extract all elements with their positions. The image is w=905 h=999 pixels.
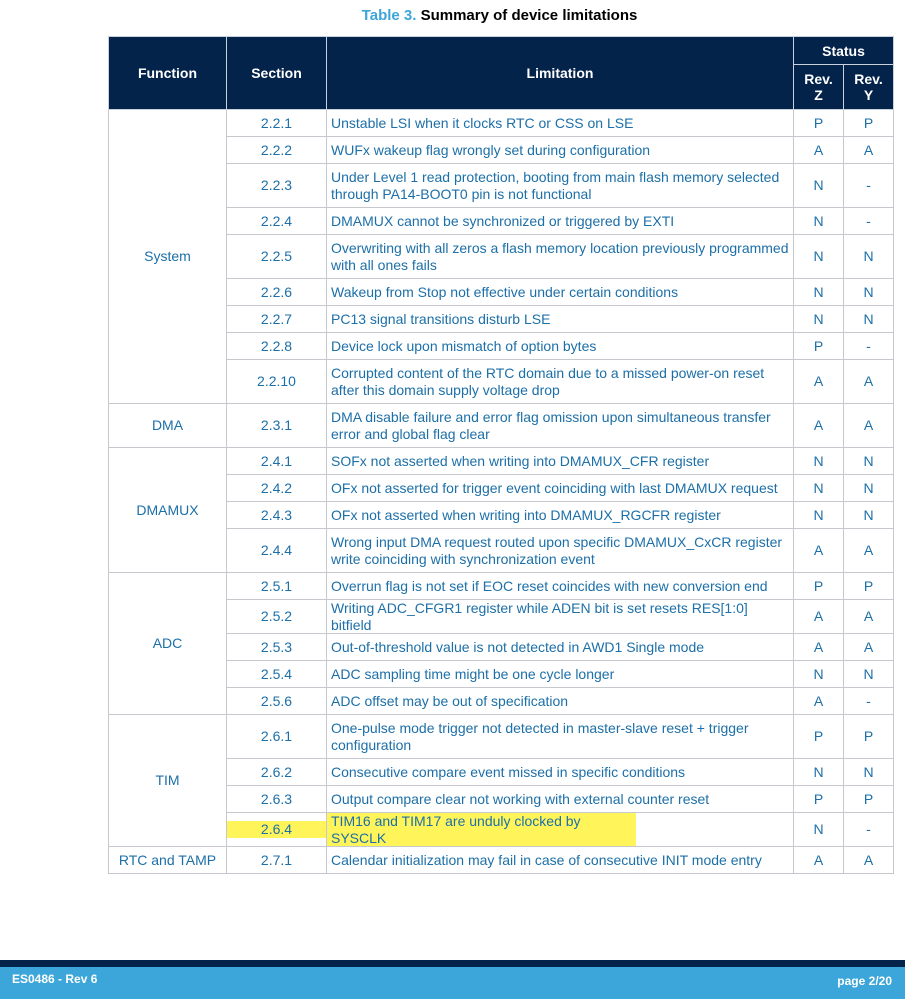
function-cell: TIM xyxy=(109,715,227,847)
limitation-cell: OFx not asserted for trigger event coinciding with last DMAMUX request xyxy=(327,475,794,502)
status-rev-y-cell: P xyxy=(844,786,894,813)
status-rev-z-cell: P xyxy=(794,715,844,759)
table-row xyxy=(109,164,894,208)
status-rev-z-cell: N xyxy=(794,306,844,333)
function-cell: ADC xyxy=(109,573,227,715)
header-status: Status xyxy=(794,37,894,65)
status-rev-z-cell: A xyxy=(794,688,844,715)
status-rev-z-cell: P xyxy=(794,573,844,600)
highlighted-limitation-text: TIM16 and TIM17 are unduly clocked by SYSCLK xyxy=(327,813,636,846)
status-rev-y-cell: A xyxy=(844,600,894,634)
status-rev-z-cell: N xyxy=(794,502,844,529)
table-title: Summary of device limitations xyxy=(420,7,638,24)
section-cell: 2.7.1 xyxy=(227,847,327,874)
section-cell: 2.6.3 xyxy=(227,786,327,813)
highlighted-section-text: 2.6.4 xyxy=(227,821,326,838)
section-cell: 2.5.6 xyxy=(227,688,327,715)
header-rev-y: Rev. Y xyxy=(844,65,894,110)
table-row xyxy=(109,306,894,333)
section-cell: 2.4.2 xyxy=(227,475,327,502)
table-row xyxy=(109,360,894,404)
table-body xyxy=(109,110,894,874)
table-row xyxy=(109,634,894,661)
limitation-cell: DMAMUX cannot be synchronized or triggered by EXTI xyxy=(327,208,794,235)
status-rev-z-cell: N xyxy=(794,475,844,502)
status-rev-z-cell: N xyxy=(794,813,844,847)
status-rev-z-cell: N xyxy=(794,661,844,688)
section-cell: 2.2.2 xyxy=(227,137,327,164)
table-row xyxy=(109,529,894,573)
document-revision: ES0486 - Rev 6 xyxy=(12,972,98,986)
status-rev-y-cell: A xyxy=(844,634,894,661)
table-row xyxy=(109,404,894,448)
table-row xyxy=(109,448,894,475)
table-row xyxy=(109,110,894,137)
section-cell: 2.2.7 xyxy=(227,306,327,333)
status-rev-y-cell: P xyxy=(844,715,894,759)
header-limitation: Limitation xyxy=(327,37,794,110)
table-row xyxy=(109,813,894,847)
status-rev-z-cell: P xyxy=(794,786,844,813)
section-cell: 2.5.1 xyxy=(227,573,327,600)
table-row xyxy=(109,786,894,813)
status-rev-z-cell: N xyxy=(794,279,844,306)
limitation-cell: SOFx not asserted when writing into DMAMUX_CFR register xyxy=(327,448,794,475)
status-rev-z-cell: A xyxy=(794,404,844,448)
limitation-cell: PC13 signal transitions disturb LSE xyxy=(327,306,794,333)
status-rev-y-cell: N xyxy=(844,235,894,279)
section-cell: 2.2.10 xyxy=(227,360,327,404)
status-rev-z-cell: N xyxy=(794,235,844,279)
footer-divider xyxy=(0,960,905,967)
status-rev-y-cell: N xyxy=(844,661,894,688)
status-rev-y-cell: - xyxy=(844,208,894,235)
section-cell: 2.2.4 xyxy=(227,208,327,235)
status-rev-z-cell: A xyxy=(794,360,844,404)
limitation-cell: Wakeup from Stop not effective under certain conditions xyxy=(327,279,794,306)
table-row xyxy=(109,333,894,360)
table-row xyxy=(109,715,894,759)
function-cell: DMA xyxy=(109,404,227,448)
limitation-cell: Calendar initialization may fail in case of consecutive INIT mode entry xyxy=(327,847,794,874)
section-cell: 2.2.8 xyxy=(227,333,327,360)
header-rev-z: Rev. Z xyxy=(794,65,844,110)
status-rev-y-cell: - xyxy=(844,688,894,715)
status-rev-y-cell: - xyxy=(844,164,894,208)
status-rev-z-cell: A xyxy=(794,529,844,573)
section-cell: 2.2.6 xyxy=(227,279,327,306)
section-cell: 2.5.4 xyxy=(227,661,327,688)
table-row xyxy=(109,279,894,306)
status-rev-y-cell: A xyxy=(844,137,894,164)
status-rev-y-cell: N xyxy=(844,279,894,306)
section-cell: 2.5.3 xyxy=(227,634,327,661)
status-rev-y-cell: - xyxy=(844,333,894,360)
table-row xyxy=(109,688,894,715)
status-rev-z-cell: A xyxy=(794,634,844,661)
limitation-cell: Under Level 1 read protection, booting from main flash memory selected through PA14-BOOT0 pin is not functional xyxy=(327,164,794,208)
page-footer xyxy=(0,967,905,999)
table-row xyxy=(109,137,894,164)
section-cell: 2.2.1 xyxy=(227,110,327,137)
status-rev-z-cell: P xyxy=(794,333,844,360)
section-cell: 2.4.3 xyxy=(227,502,327,529)
limitation-cell: Corrupted content of the RTC domain due to a missed power-on reset after this domain supply voltage drop xyxy=(327,360,794,404)
table-row xyxy=(109,208,894,235)
section-cell: 2.6.2 xyxy=(227,759,327,786)
status-rev-y-cell: A xyxy=(844,404,894,448)
status-rev-z-cell: A xyxy=(794,600,844,634)
limitation-cell: DMA disable failure and error flag omission upon simultaneous transfer error and global flag clear xyxy=(327,404,794,448)
table-row xyxy=(109,235,894,279)
function-cell: RTC and TAMP xyxy=(109,847,227,874)
status-rev-y-cell: P xyxy=(844,573,894,600)
limitation-cell: One-pulse mode trigger not detected in master-slave reset + trigger configuration xyxy=(327,715,794,759)
status-rev-y-cell: A xyxy=(844,360,894,404)
status-rev-y-cell: A xyxy=(844,529,894,573)
status-rev-y-cell: A xyxy=(844,847,894,874)
table-row xyxy=(109,759,894,786)
limitation-cell: Writing ADC_CFGR1 register while ADEN bit is set resets RES[1:0] bitfield xyxy=(327,600,794,634)
section-cell: 2.2.3 xyxy=(227,164,327,208)
section-cell: 2.4.4 xyxy=(227,529,327,573)
limitation-cell: ADC sampling time might be one cycle longer xyxy=(327,661,794,688)
limitation-cell: Overwriting with all zeros a flash memory location previously programmed with all ones fails xyxy=(327,235,794,279)
table-number: Table 3. xyxy=(361,7,417,24)
limitation-cell: OFx not asserted when writing into DMAMUX_RGCFR register xyxy=(327,502,794,529)
function-cell: System xyxy=(109,110,227,404)
page-number: page 2/20 xyxy=(837,974,892,988)
limitation-cell: WUFx wakeup flag wrongly set during configuration xyxy=(327,137,794,164)
status-rev-z-cell: P xyxy=(794,110,844,137)
section-cell: 2.5.2 xyxy=(227,600,327,634)
status-rev-y-cell: N xyxy=(844,502,894,529)
table-row xyxy=(109,600,894,634)
header-function: Function xyxy=(109,37,227,110)
section-cell xyxy=(227,813,327,847)
limitation-cell: Device lock upon mismatch of option bytes xyxy=(327,333,794,360)
status-rev-z-cell: A xyxy=(794,847,844,874)
status-rev-y-cell: P xyxy=(844,110,894,137)
table-row xyxy=(109,661,894,688)
limitation-cell: Out-of-threshold value is not detected in AWD1 Single mode xyxy=(327,634,794,661)
table-caption xyxy=(47,7,905,24)
status-rev-z-cell: A xyxy=(794,137,844,164)
limitations-table xyxy=(108,36,894,874)
status-rev-z-cell: N xyxy=(794,448,844,475)
limitation-cell: Wrong input DMA request routed upon specific DMAMUX_CxCR register write coinciding with synchronization event xyxy=(327,529,794,573)
status-rev-z-cell: N xyxy=(794,759,844,786)
status-rev-y-cell: N xyxy=(844,306,894,333)
table-row xyxy=(109,475,894,502)
header-section: Section xyxy=(227,37,327,110)
limitation-cell: Unstable LSI when it clocks RTC or CSS on LSE xyxy=(327,110,794,137)
function-cell: DMAMUX xyxy=(109,448,227,573)
table-row xyxy=(109,847,894,874)
status-rev-y-cell: N xyxy=(844,759,894,786)
table-row xyxy=(109,573,894,600)
status-rev-y-cell: N xyxy=(844,448,894,475)
limitation-cell: Consecutive compare event missed in specific conditions xyxy=(327,759,794,786)
section-cell: 2.3.1 xyxy=(227,404,327,448)
limitation-cell xyxy=(327,813,794,847)
status-rev-z-cell: N xyxy=(794,164,844,208)
status-rev-y-cell: - xyxy=(844,813,894,847)
section-cell: 2.6.1 xyxy=(227,715,327,759)
limitation-cell: ADC offset may be out of specification xyxy=(327,688,794,715)
status-rev-y-cell: N xyxy=(844,475,894,502)
table-row xyxy=(109,502,894,529)
section-cell: 2.2.5 xyxy=(227,235,327,279)
limitation-cell: Output compare clear not working with external counter reset xyxy=(327,786,794,813)
section-cell: 2.4.1 xyxy=(227,448,327,475)
limitation-cell: Overrun flag is not set if EOC reset coincides with new conversion end xyxy=(327,573,794,600)
status-rev-z-cell: N xyxy=(794,208,844,235)
